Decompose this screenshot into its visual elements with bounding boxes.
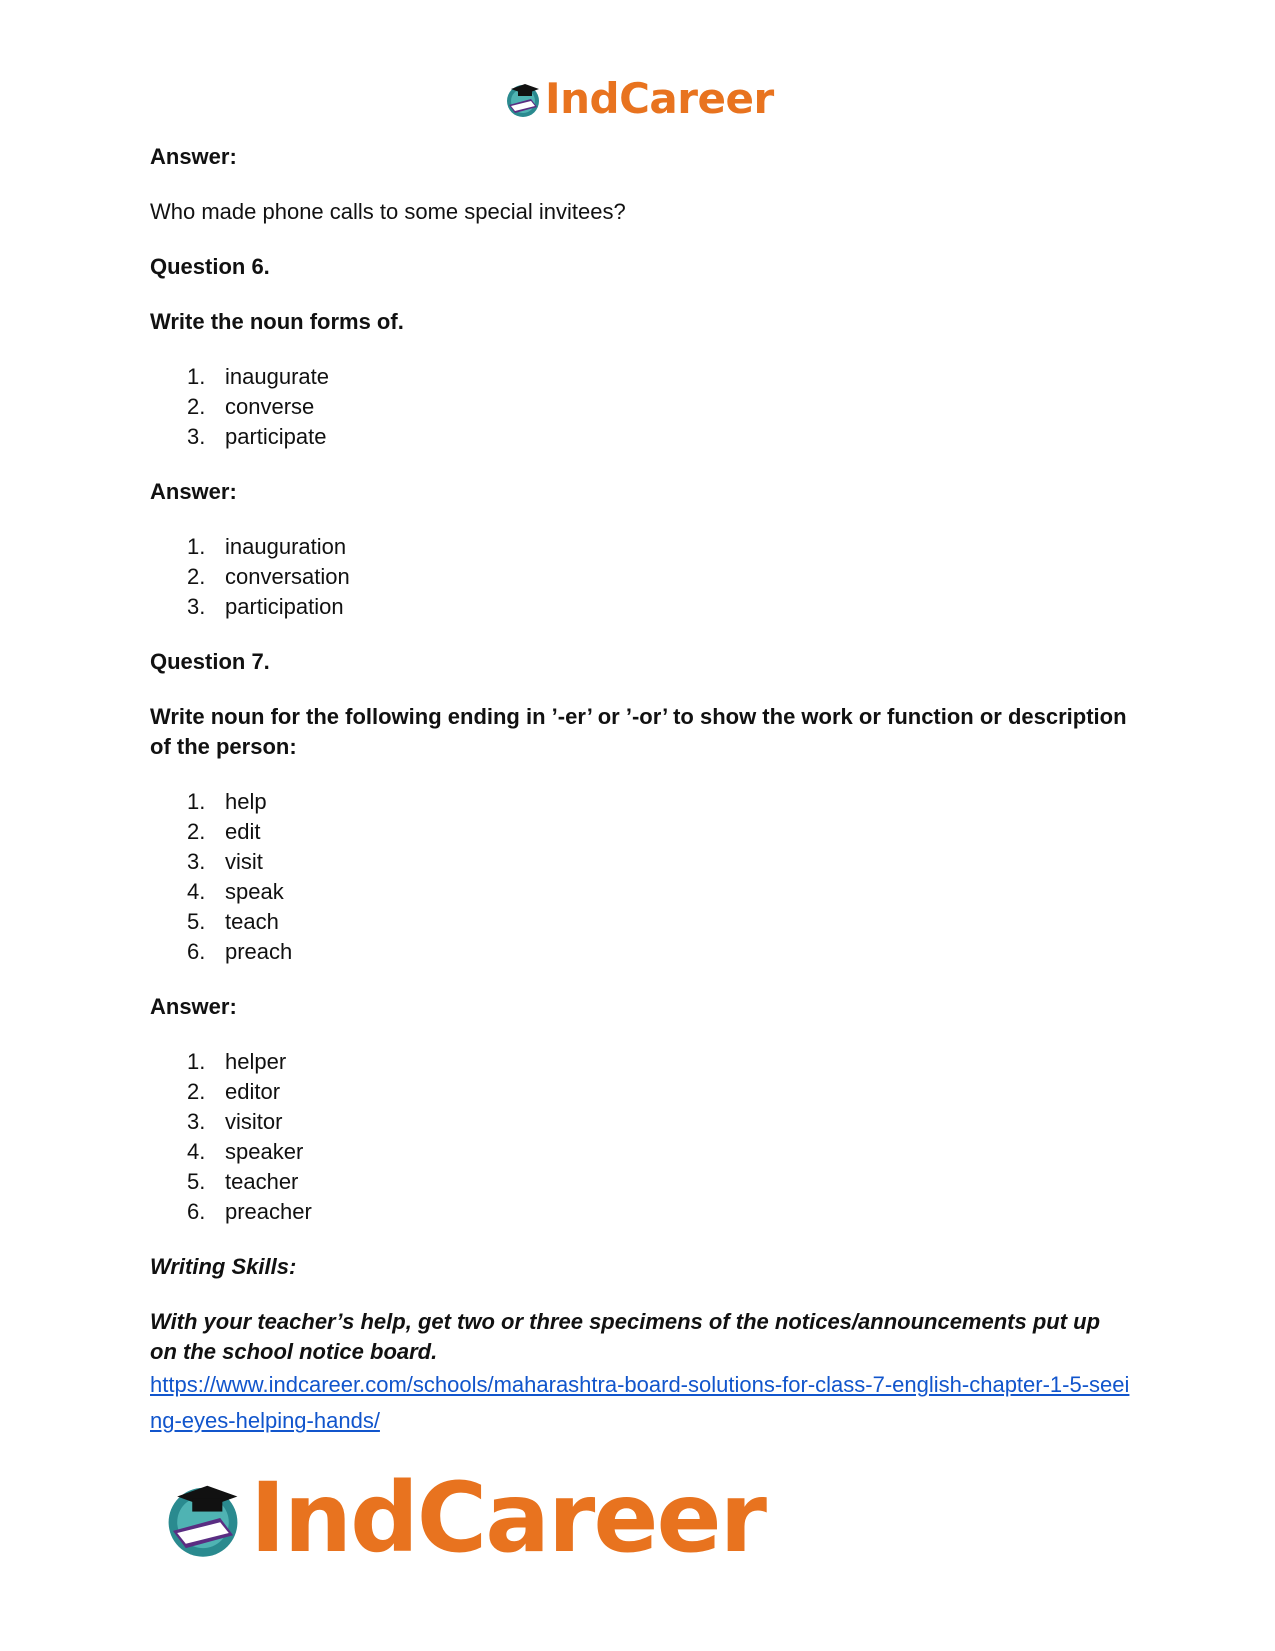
list-number: 3. — [187, 594, 206, 619]
list-item-text: participate — [225, 424, 327, 449]
list-item-text: preacher — [225, 1199, 312, 1224]
list-item-text: participation — [225, 594, 344, 619]
list-item — [150, 847, 1130, 877]
answer-7-list — [150, 1047, 1130, 1227]
list-number: 2. — [187, 394, 206, 419]
list-item — [150, 877, 1130, 907]
list-item-text: edit — [225, 819, 261, 844]
list-item — [150, 1167, 1130, 1197]
answer-6-list — [150, 532, 1130, 622]
list-number: 2. — [187, 819, 206, 844]
list-number: 5. — [187, 909, 206, 934]
footer-logo-text: IndCareer — [250, 1462, 765, 1574]
header-logo-text: IndCareer — [545, 74, 774, 123]
list-item-text: converse — [225, 394, 315, 419]
list-number: 1. — [187, 534, 206, 559]
list-number: 1. — [187, 789, 206, 814]
list-item — [150, 1107, 1130, 1137]
question-6-prompt: Write the noun forms of. — [150, 309, 404, 334]
answer-6-label: Answer: — [150, 479, 237, 504]
list-number: 6. — [187, 1199, 206, 1224]
list-item — [150, 1137, 1130, 1167]
answer-7-label: Answer: — [150, 994, 237, 1019]
list-number: 3. — [187, 849, 206, 874]
list-item-text: teach — [225, 909, 279, 934]
list-number: 2. — [187, 1079, 206, 1104]
list-item — [150, 907, 1130, 937]
list-item-text: helper — [225, 1049, 287, 1074]
graduation-globe-book-icon — [160, 1475, 246, 1561]
list-item — [150, 1047, 1130, 1077]
list-number: 5. — [187, 1169, 206, 1194]
header-logo — [503, 74, 774, 123]
list-item — [150, 392, 1130, 422]
question-7-prompt: Write noun for the following ending in ’-er’ or ’-or’ to show the work or function or description of the person: — [150, 704, 1127, 759]
document-body — [150, 142, 1130, 1439]
writing-skills-prompt: With your teacher’s help, get two or three specimens of the notices/announcements put up on the school notice board. — [150, 1309, 1101, 1364]
list-item — [150, 817, 1130, 847]
question-7-label: Question 7. — [150, 649, 270, 674]
graduation-globe-book-icon — [503, 79, 543, 119]
list-item-text: speaker — [225, 1139, 304, 1164]
footer-logo — [160, 1462, 765, 1574]
list-item-text: teacher — [225, 1169, 299, 1194]
list-item-text: conversation — [225, 564, 350, 589]
list-item-text: inauguration — [225, 534, 347, 559]
list-item — [150, 562, 1130, 592]
answer-5-label: Answer: — [150, 144, 237, 169]
question-6-label: Question 6. — [150, 254, 270, 279]
list-item-text: help — [225, 789, 267, 814]
list-number: 4. — [187, 879, 206, 904]
list-item-text: visit — [225, 849, 263, 874]
source-link[interactable]: https://www.indcareer.com/schools/maharashtra-board-solutions-for-class-7-english-chapter-1-5-seeing-eyes-helping-hands/ — [150, 1372, 1130, 1433]
answer-5-text: Who made phone calls to some special invitees? — [150, 199, 626, 224]
list-item — [150, 787, 1130, 817]
question-7-list — [150, 787, 1130, 967]
list-item — [150, 422, 1130, 452]
list-item — [150, 1077, 1130, 1107]
writing-skills-label: Writing Skills: — [150, 1254, 297, 1279]
list-number: 6. — [187, 939, 206, 964]
list-item-text: speak — [225, 879, 284, 904]
list-item — [150, 592, 1130, 622]
list-number: 1. — [187, 1049, 206, 1074]
question-6-list — [150, 362, 1130, 452]
list-item — [150, 362, 1130, 392]
list-number: 4. — [187, 1139, 206, 1164]
list-number: 3. — [187, 1109, 206, 1134]
list-item-text: visitor — [225, 1109, 283, 1134]
list-item — [150, 532, 1130, 562]
list-number: 2. — [187, 564, 206, 589]
list-item-text: preach — [225, 939, 293, 964]
list-item-text: inaugurate — [225, 364, 329, 389]
list-item — [150, 1197, 1130, 1227]
list-item — [150, 937, 1130, 967]
list-number: 1. — [187, 364, 206, 389]
list-number: 3. — [187, 424, 206, 449]
list-item-text: editor — [225, 1079, 281, 1104]
